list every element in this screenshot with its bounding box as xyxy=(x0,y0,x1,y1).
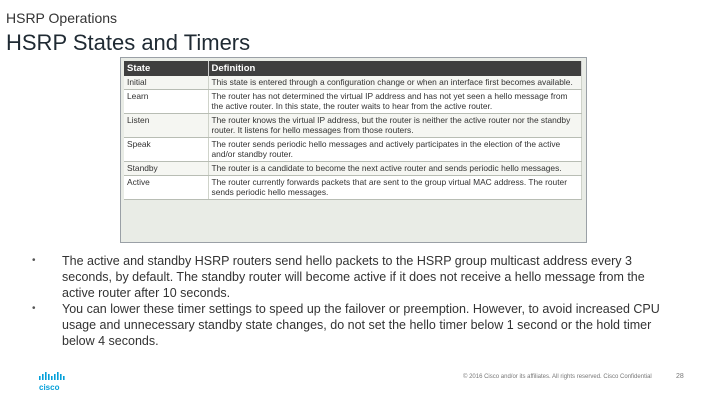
slide-title: HSRP States and Timers xyxy=(6,30,251,55)
column-header-state: State xyxy=(124,61,208,76)
page-number: 28 xyxy=(676,373,684,380)
bullet-icon: • xyxy=(32,303,36,314)
state-cell: Learn xyxy=(124,90,208,114)
table-row xyxy=(124,114,582,138)
copyright-text: © 2016 Cisco and/or its affiliates. All rights reserved. Cisco Confidential xyxy=(463,374,652,380)
state-cell: Speak xyxy=(124,138,208,162)
table-row xyxy=(124,162,582,176)
cisco-logo-icon xyxy=(38,371,68,393)
bullet-item xyxy=(32,253,672,301)
definition-cell: The router sends periodic hello messages and actively participates in the election of the active and/or standby router. xyxy=(208,138,582,162)
bullet-text: You can lower these timer settings to speed up the failover or preemption. However, to avoid increased CPU usage and unnecessary standby state changes, do not set the hello timer below 1 second or the hold timer below 4 seconds. xyxy=(62,302,660,348)
state-cell: Standby xyxy=(124,162,208,176)
bullet-icon: • xyxy=(32,255,36,266)
states-table-image xyxy=(120,57,587,243)
definition-cell: The router has not determined the virtual IP address and has not yet seen a hello message from the active router. In this state, the router waits to hear from the active router. xyxy=(208,90,582,114)
table-header-row xyxy=(124,61,582,76)
definition-cell: This state is entered through a configuration change or when an interface first becomes available. xyxy=(208,76,582,90)
section-title: HSRP Operations xyxy=(6,10,118,26)
bullet-item xyxy=(32,301,672,349)
table-row xyxy=(124,76,582,90)
bullet-list xyxy=(32,253,672,349)
table-row xyxy=(124,176,582,200)
definition-cell: The router currently forwards packets that are sent to the group virtual MAC address. The router sends periodic hello messages. xyxy=(208,176,582,200)
state-cell: Active xyxy=(124,176,208,200)
definition-cell: The router is a candidate to become the next active router and sends periodic hello messages. xyxy=(208,162,582,176)
state-cell: Listen xyxy=(124,114,208,138)
state-cell: Initial xyxy=(124,76,208,90)
table-row xyxy=(124,138,582,162)
bullet-text: The active and standby HSRP routers send hello packets to the HSRP group multicast address every 3 seconds, by default. The standby router will become active if it does not receive a hello message from the active router after 10 seconds. xyxy=(62,254,645,300)
states-table xyxy=(124,61,582,200)
column-header-definition: Definition xyxy=(208,61,582,76)
table-row xyxy=(124,90,582,114)
definition-cell: The router knows the virtual IP address, but the router is neither the active router nor the standby router. It listens for hello messages from those routers. xyxy=(208,114,582,138)
svg-text:cisco: cisco xyxy=(39,383,60,392)
